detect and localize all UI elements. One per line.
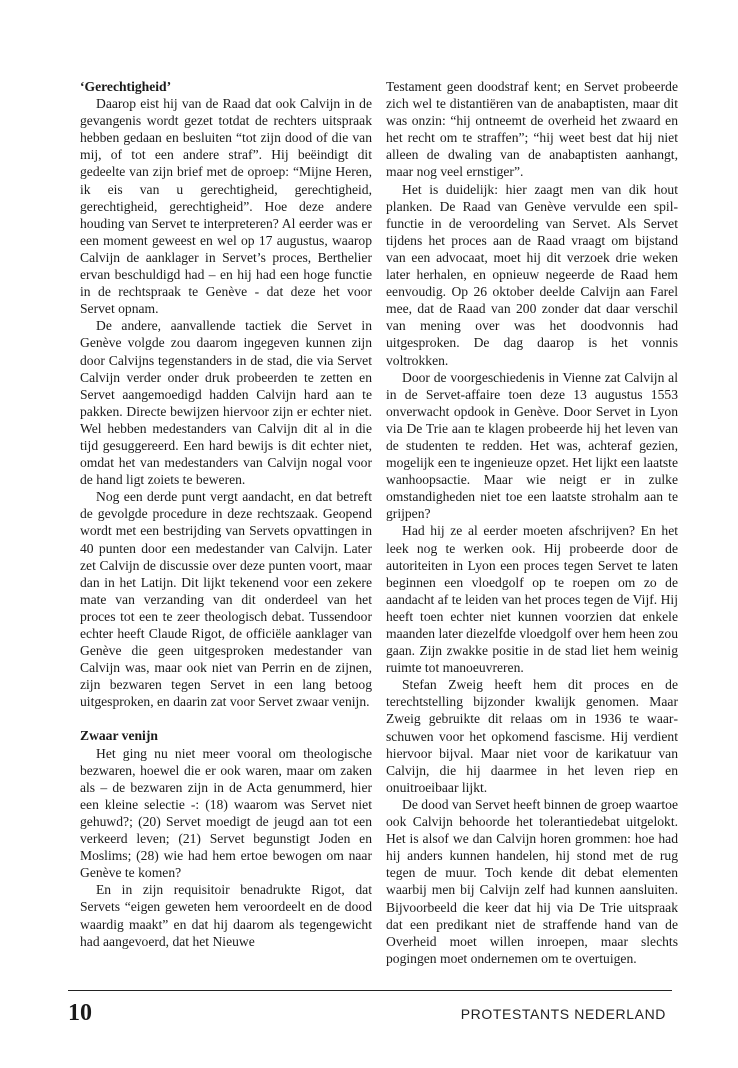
- paragraph: De dood van Servet heeft binnen de groep waartoe ook Calvijn behoorde het tolerantiedebat uitgelokt. Het is alsof we dan Calvijn horen grommen: hoe had hij anders kunnen handelen, hij stond met de rug tegen de muur. Toch kende dit debat elementen waarbij men bij Calvijn zelf had kunnen aansluiten. Bijvoorbeeld die keer dat hij via De Trie uitspraak dat een predikant niet de straffende hand van de Overheid moet willen inroepen, maar slechts pogingen moet ondernemen om te overtuigen.: [386, 796, 678, 966]
- paragraph: Had hij ze al eerder moeten afschrijven? En het leek nog te werken ook. Hij probeerde door de autoriteiten in Lyon een proces tegen Servet te laten beginnen een vloedgolf op te roepen om zo de aandacht af te leiden van het proces tegen de Vijf. Hij heeft toen echter niet kunnen voorzien dat enkele maanden later diezelfde vloedgolf over hem heen zou gaan. Zijn zwakke positie in de stad liet hem weinig ruimte tot manoeuvreren.: [386, 523, 678, 676]
- section-heading-gerechtigheid: ‘Gerechtigheid’: [80, 79, 172, 94]
- paragraph: Stefan Zweig heeft hem dit proces en de terechtstelling bijzonder kwalijk genomen. Maar Zweig gebruikte dit relaas om in 1936 te waarschuwen voor het opkomend fascisme. Hij verdient hiervoor bijval. Maar niet voor de karikatuur van Calvijn, die hij daarmee in het leven riep en onuitroeibaar lijkt.: [386, 677, 678, 795]
- paragraph: Nog een derde punt vergt aandacht, en dat betreft de gevolgde procedure in deze rechtszaak. Geopend wordt met een bestrijding van Servets opvattingen in 40 punten door een medestander van Calvijn. Later zet Calvijn de discussie over deze punten voort, maar dan in het Latijn. Dit lijkt tekenend voor een zekere mate van verzanding van dit onderdeel van het proces tot een te zeer theologisch debat. Tussendoor echter heeft Claude Rigot, de officiële aanklager van Genève die geen uitgesproken medestander van Calvijn was, maar ook niet van Perrin en de zijnen, zijn bezwaren tegen Servet in een lang betoog uitgesproken, en daarin zat voor Servet zwaar venijn.: [80, 489, 372, 710]
- right-column: [386, 78, 678, 967]
- paragraph: Door de voorgeschiedenis in Vienne zat Calvijn al in de Servet-affaire toen deze 13 augustus 1553 onverwacht opdook in Genève. Door Servet in Lyon via De Trie aan te klagen probeerde hij het leven van de studenten te redden. Het was, achteraf gezien, mogelijk een te ingenieuze opzet. Het lijkt een laatste wanhoopsactie. Maar wie neigt er in zulke omstandigheden niet toe een laatste strohalm aan te grijpen?: [386, 369, 678, 522]
- footer-rule: [68, 990, 672, 991]
- section-heading-zwaar-venijn: Zwaar venijn: [80, 728, 158, 744]
- paragraph: Daarop eist hij van de Raad dat ook Calvijn in de gevangenis wordt gezet totdat de rechters uitspraak hebben gedaan en besluiten “tot zijn dood of die van mij, of tot een andere straf”. Hij beëindigt dit gedeelte van zijn brief met de oproep: “Mijne Heren, ik eis van u gerechtigheid, gerechtigheid, gerechtigheid, gerechtigheid”. Hoe deze andere houding van Servet te interpreteren? Al eerder was er een moment geweest en wel op 17 augustus, waarop Calvijn de aanklager in Servet’s proces, Berthelier ervan beschuldigd had – en hij had een hoge functie in de rechtspraak te Genève - dat deze het voor Servet opnam.: [80, 96, 372, 317]
- magazine-name: PROTESTANTS NEDERLAND: [460, 1006, 666, 1022]
- paragraph: En in zijn requisitoir benadrukte Rigot, dat Servets “eigen geweten hem veroordeelt en de dood waardig maakt” en dat hij daarom als tegengewicht had aangevoerd, dat het Nieuwe: [80, 882, 372, 949]
- paragraph: Het ging nu niet meer vooral om theologische bezwaren, hoewel die er ook waren, maar om zaken als – de bezwaren zijn in de Acta genummerd, hier een kleine selectie -: (18) waarom was Servet niet gehuwd?; (20) Servet moedigt de jeugd aan tot een verkeerd leven; (21) Servet begunstigt Joden en Moslims; (28) wie had hem ertoe bewogen om naar Genève te komen?: [80, 745, 372, 881]
- paragraph: Het is duidelijk: hier zaagt men van dik hout planken. De Raad van Genève vervulde een spilfunctie in de veroordeling van Servet. Als Servet tijdens het proces aan de Raad vraagt om bijstand van een advocaat, moet hij dit verzoek drie weken later herhalen, en opnieuw negeerde de Raad hem eenvoudig. Op 26 oktober deelde Calvijn aan Farel mee, dat de Raad van 200 zonder dat daar verschil van mening over was het doodvonnis had uitgesproken. De dag daarop is het vonnis voltrokken.: [386, 181, 678, 368]
- paragraph-continued: Testament geen doodstraf kent; en Servet probeerde zich wel te distantiëren van de anabaptisten, maar dit was onzin: “hij ontneemt de overheid het zwaard en het recht om te straffen”; “hij weet best dat hij niet alleen de dwaling van de anabaptisten aanhangt, maar nog veel ernstiger”.: [386, 79, 678, 180]
- left-column: [80, 78, 372, 950]
- paragraph: De andere, aanvallende tactiek die Servet in Genève volgde zou daarom ingegeven kunnen zijn door Calvijns tegenstanders in de stad, die via Servet Calvijn verder onder druk probeerden te zetten en Servet aangemoedigd hadden Calvijn hard aan te pakken. Directe bewijzen hiervoor zijn er echter niet. Wel hebben medestanders van Calvijn dit al in die tijd gesuggereerd. Een hard bewijs is dit echter niet, omdat het van medestanders van Calvijn nogal voor de hand ligt zoiets te beweren.: [80, 318, 372, 488]
- page-number: 10: [68, 1000, 92, 1026]
